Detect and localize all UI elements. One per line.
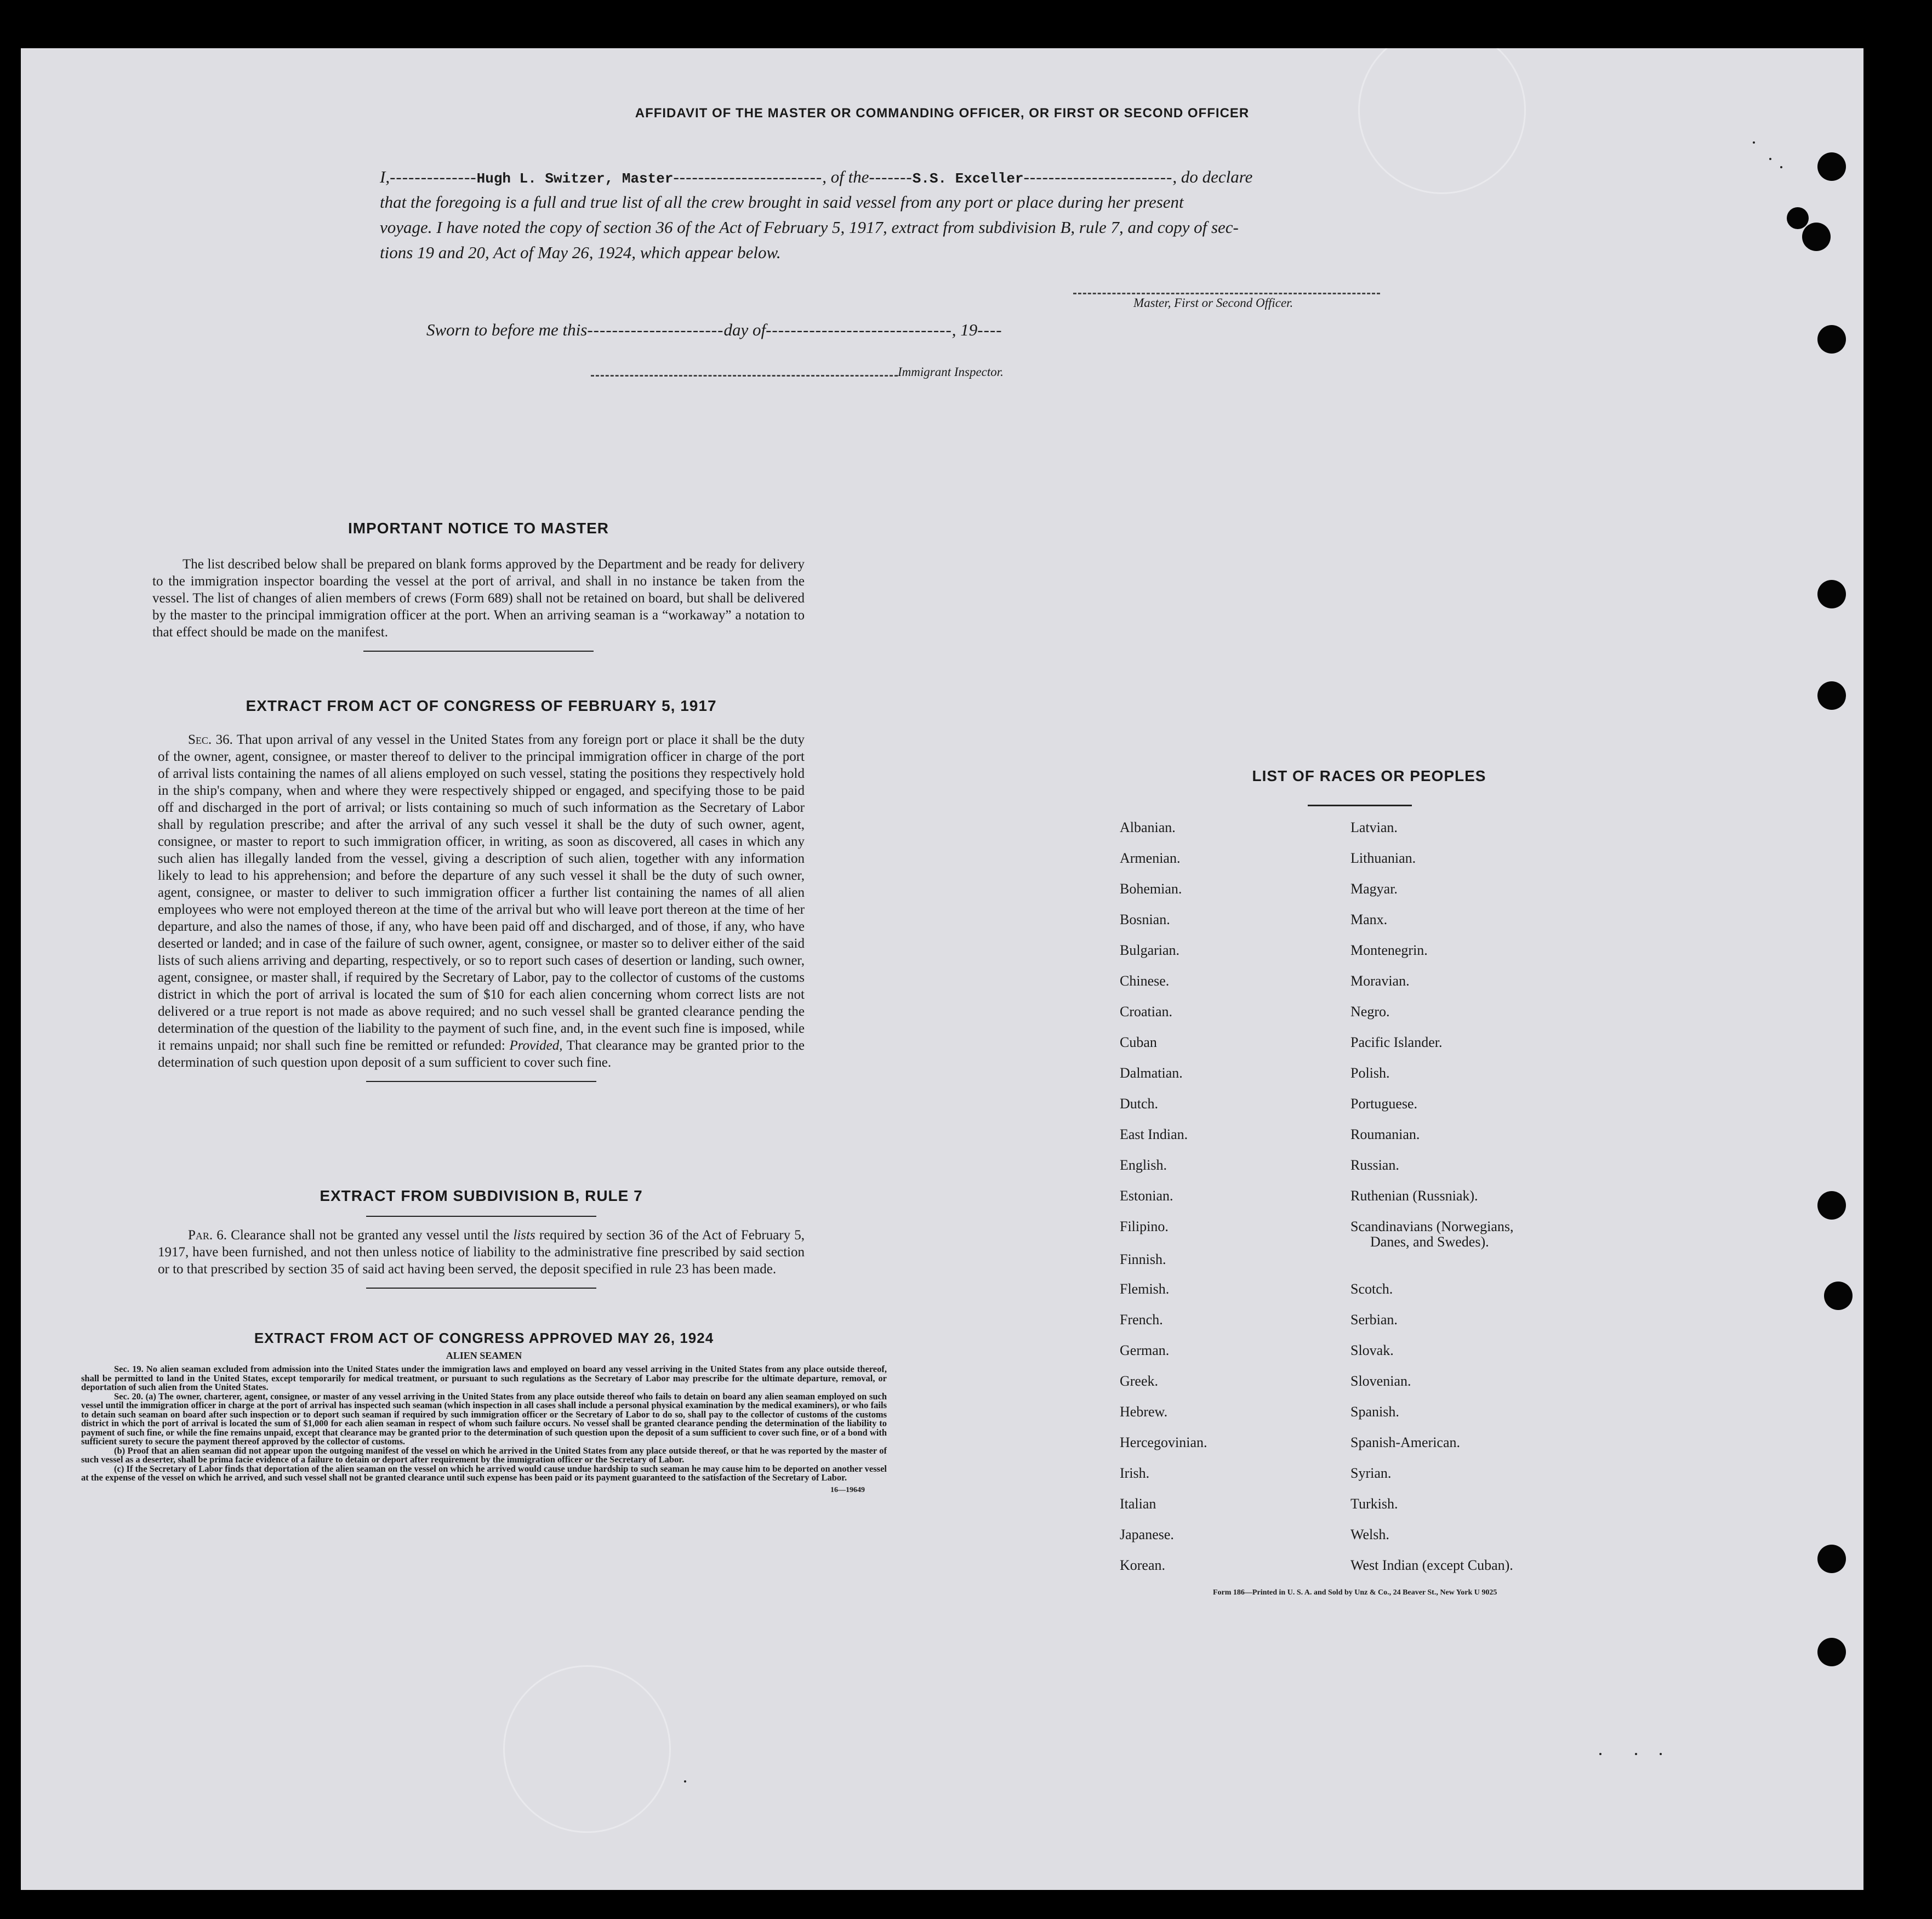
sec-20a-text: Sec. 20. (a) The owner, charterer, agent, consignee, or master of any vessel arriving in the United States from any place outside thereof who fails to detain on board any alien seaman employed on such vessel until the immigration officer in charge at the port of arrival has inspected such seaman (which inspection in all cases shall include a personal physical examination by the medical examiners), or who fails to detain such seaman on board after such inspection or to deport such seaman if required by such immigration officer or the Secretary of Labor to do so, shall pay to the collector of customs of the customs district in which the port of arrival is located the sum of $1,000 for each alien seaman in respect of whom such failure occurs. No vessel shall be granted clearance pending the determination of the liability to payment of such fine, or while the fine remains unpaid, except that clearance may be granted prior to the determination of such question upon the deposit of a sum sufficient to cover such fine, or of a bond with sufficient surety to secure the payment thereof approved by the collector of customs. [81,1391,887,1447]
divider [366,1216,596,1217]
race-item: Polish. [1350,1065,1390,1081]
race-item: Estonian. [1120,1188,1173,1204]
race-item: Greek. [1120,1373,1159,1389]
extract-1924-subtitle: ALIEN SEAMEN [446,1350,522,1361]
affidavit-title: AFFIDAVIT OF THE MASTER OR COMMANDING OFFICER, OR FIRST OR SECOND OFFICER [635,106,1250,121]
embossed-seal [503,1665,671,1833]
divider [366,1288,596,1289]
race-item: Magyar. [1350,881,1398,897]
punch-hole [1817,1545,1846,1573]
race-item: Negro. [1350,1004,1390,1020]
race-item: Scotch. [1350,1281,1393,1297]
race-item: Latvian. [1350,819,1398,835]
master-name-value: Hugh L. Switzer, Master [476,170,674,187]
punch-hole [1817,1638,1846,1666]
race-item: Syrian. [1350,1465,1392,1481]
race-item: Slovak. [1350,1342,1394,1358]
race-item: Hebrew. [1120,1404,1168,1420]
important-notice-title: IMPORTANT NOTICE TO MASTER [347,520,609,537]
race-item: Dutch. [1120,1096,1159,1112]
race-item: Flemish. [1120,1281,1170,1297]
race-item: Bosnian. [1120,912,1170,927]
punch-hole [1817,1191,1846,1220]
punch-hole [1817,580,1846,608]
race-item: Lithuanian. [1350,850,1416,866]
race-item: English. [1120,1157,1167,1173]
race-item: Serbian. [1350,1312,1398,1328]
race-item: Chinese. [1120,973,1170,989]
subdivision-body: Par. 6. Clearance shall not be granted any vessel until the lists required by section 36 of the Act of February 5, 1917, have been furnished, and not then unless notice of liability to the administrative fine prescribed by said section or to that prescribed by section 35 of said act having been served, the deposit specified in rule 23 has been made. [158,1228,805,1277]
sec-20c-text: (c) If the Secretary of Labor finds that deportation of the alien seaman on the vessel on which he arrived would cause undue hardship to such seaman he may cause him to be deported on another vessel at the expense of the vessel on which he arrived, and such vessel shall not be granted clearance until such expense has been paid or its payment guaranteed to the satisfaction of the Secretary of Labor. [81,1463,887,1483]
race-item: Danes, and Swedes). [1370,1234,1489,1250]
race-item: Turkish. [1350,1496,1398,1512]
race-item: Finnish. [1120,1251,1166,1267]
punch-hole [1817,152,1846,181]
affidavit-line-3: voyage. I have noted the copy of section 36 of the Act of February 5, 1917, extract from subdivision B, rule 7, and copy of sec- [380,218,1239,237]
race-item: Spanish-American. [1350,1434,1461,1450]
inspector-label: Immigrant Inspector. [898,365,1004,379]
document-sheet [21,48,1863,1890]
divider [366,1081,596,1082]
sec-20b-text: (b) Proof that an alien seaman did not appear upon the outgoing manifest of the vessel on which he arrived in the United States from any place outside thereof, or that he was reported by the master of such vessel as a deserter, shall be prima facie evidence of a failure to detain or deport after requirement by the immigration officer or the Secretary of Labor. [81,1445,887,1465]
divider [363,651,594,652]
race-item: West Indian (except Cuban). [1350,1557,1513,1573]
sec-19-text: Sec. 19. No alien seaman excluded from admission into the United States under the immigration laws and employed on board any vessel arriving in the United States from any place outside thereof, shall be permitted to land in the United States, except temporarily for medical treatment, or pursuant to such regulations as the Secretary of Labor may prescribe for the ultimate departure, removal, or deportation of such alien from the United States. [81,1364,887,1392]
affidavit-line-1: I,--------------Hugh L. Switzer, Master------------------------, of the-------S.S. Exceller------------------------, do declare [380,167,1253,187]
race-item: Irish. [1120,1465,1150,1481]
extract-1924-title: EXTRACT FROM ACT OF CONGRESS APPROVED MAY 26, 1924 [254,1330,714,1346]
race-item: Pacific Islander. [1350,1034,1443,1050]
race-item: Slovenian. [1350,1373,1411,1389]
punch-hole [1817,325,1846,354]
extract-1924-section [81,1330,887,1495]
extract-1917-section [158,697,805,1082]
race-item: Moravian. [1350,973,1410,989]
punch-hole [1802,223,1831,251]
affidavit-line-2: that the foregoing is a full and true list of all the crew brought in said vessel from any port or place during her present [380,192,1184,212]
race-item: Roumanian. [1350,1126,1420,1142]
race-item: Korean. [1120,1557,1166,1573]
subdivision-section [158,1187,805,1289]
race-item: Croatian. [1120,1004,1173,1020]
race-item: Bulgarian. [1120,942,1180,958]
race-item: German. [1120,1342,1170,1358]
important-notice-section [152,520,805,652]
race-item: Manx. [1350,912,1388,927]
race-item: East Indian. [1120,1126,1188,1142]
race-item: Bohemian. [1120,881,1182,897]
race-item: Cuban [1120,1034,1157,1050]
vessel-name-value: S.S. Exceller [912,170,1024,187]
extract-1917-title: EXTRACT FROM ACT OF CONGRESS OF FEBRUARY 5, 1917 [246,697,717,714]
punch-hole [1824,1282,1853,1310]
race-item: Filipino. [1120,1218,1169,1234]
form-footer: Form 186—Printed in U. S. A. and Sold by Unz & Co., 24 Beaver St., New York U 9025 [1213,1588,1497,1597]
affidavit-line-4: tions 19 and 20, Act of May 26, 1924, which appear below. [380,243,781,262]
races-title: LIST OF RACES OR PEOPLES [1252,767,1486,784]
divider [1308,805,1412,806]
race-item: Spanish. [1350,1404,1399,1420]
punch-hole [1787,207,1809,229]
master-signature-line [1073,293,1380,294]
race-item: Albanian. [1120,819,1176,835]
subdivision-title: EXTRACT FROM SUBDIVISION B, RULE 7 [320,1187,643,1204]
race-item: French. [1120,1312,1163,1328]
race-item: Japanese. [1120,1527,1174,1542]
inspector-signature-line [591,375,898,377]
sworn-line: Sworn to before me this----------------------day of------------------------------, 19---- [426,320,1002,339]
race-item: Welsh. [1350,1527,1389,1542]
print-code: 16—19649 [830,1485,865,1494]
master-signature-label: Master, First or Second Officer. [1133,296,1293,310]
extract-1917-body: Sec. 36. That upon arrival of any vessel in the United States from any foreign port or place it shall be the duty of the owner, agent, consignee, or master thereof to deliver to the principal immigration officer in charge of the port of arrival lists containing the names of all aliens employed on such vessel, stating the positions they respectively hold in the ship's company, when and where they were respectively shipped or engaged, and specifying those to be paid off and discharged in the port of arrival; or lists containing so much of such information as the Secretary of Labor shall by regulation prescribe; and after the arrival of any such vessel it shall be the duty of such owner, agent, consignee, or master to report to such immigration officer, in writing, as soon as discovered, all cases in which any such alien has illegally landed from the vessel, giving a description of such alien, together with any information likely to lead to his apprehension; and before the departure of any such vessel it shall be the duty of such owner, agent, consignee, or master to deliver to such immigration officer a further list containing the names of all alien employees who were not employed thereon at the time of the arrival but who will leave port thereon at the time of her departure, and also the names of those, if any, who have been paid off and discharged, and of those, if any, who have deserted or landed; and in case of the failure of such owner, agent, consignee, or master so to deliver either of the said lists of such aliens arriving and departing, respectively, or so to report such cases of desertion or landing, such owner, agent, consignee, or master shall, if required by the Secretary of Labor, pay to the collector of customs of the customs district in which the port of arrival is located the sum of $10 for each alien concerning whom correct lists are not delivered or a true report is not made as above required; and no such vessel shall be granted clearance pending the determination of the question of the liability to the payment of such fine, and, in the event such fine is imposed, while it remains unpaid; nor shall such fine be remitted or refunded: Provided, That clearance may be granted prior to the determination of such question upon deposit of a sum sufficient to cover such fine. [158,732,805,1070]
race-item: Scandinavians (Norwegians, [1350,1218,1514,1234]
race-item: Portuguese. [1350,1096,1418,1112]
punch-hole [1817,681,1846,710]
important-notice-body: The list described below shall be prepared on blank forms approved by the Department and be ready for delivery to the immigration inspector boarding the vessel at the port of arrival, and shall in no instance be taken from the vessel. The list of changes of alien members of crews (Form 689) shall not be retained on board, but shall be delivered by the master to the principal immigration officer at the port. When an arriving seaman is a “workaway” a notation to that effect should be made on the manifest. [152,557,805,640]
race-item: Montenegrin. [1350,942,1428,958]
race-item: Ruthenian (Russniak). [1350,1188,1478,1204]
race-item: Hercegovinian. [1120,1434,1207,1450]
race-item: Armenian. [1120,850,1181,866]
race-item: Italian [1120,1496,1156,1512]
race-item: Dalmatian. [1120,1065,1183,1081]
race-item: Russian. [1350,1157,1399,1173]
